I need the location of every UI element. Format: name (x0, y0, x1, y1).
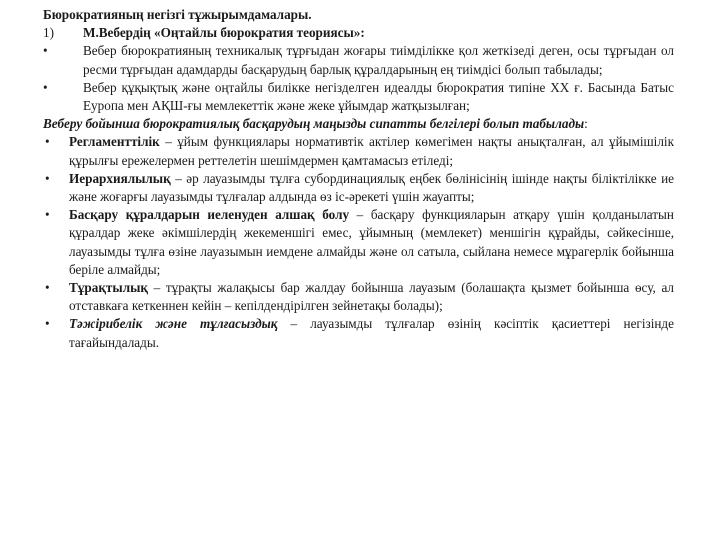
top-bullet-text: Вебер құқықтық және оңтайлы билікке негізделген идеалды бюрократия типіне XX ғ. Басында Батыс Еуропа мен АҚШ-ғы мемлекеттік және жеке ұйымдар жатқызылған; (83, 79, 674, 114)
feature-item (43, 133, 674, 169)
bullet-marker: • (45, 134, 50, 150)
top-bullet-text: Вебер бюрократияның техникалық тұрғыдан жоғары тиімділікке қол жеткізеді деген, осы тұрғыдан ол ресми тұрғыдан адамдарды басқарудың барлық құралдарының ең тиімдісі болып табылады; (83, 43, 674, 77)
section-1 (43, 24, 674, 42)
feature-term: Тәжірибелік және тұлғасыздық (69, 316, 278, 332)
feature-term: Регламенттілік (69, 134, 160, 150)
bullet-marker: • (43, 43, 48, 59)
top-bullet-1 (43, 42, 674, 78)
features-intro-tail: : (584, 116, 588, 132)
document-heading: Бюрократияның негізгі тұжырымдамалары. (43, 7, 312, 22)
feature-item (43, 206, 674, 279)
feature-text: – әр лауазымды тұлға субординациялық еңбек бөлінісінің ішінде нақты біліктілікке ие және жоғарғы лауазымды тұлғалар алдында өз іс-әрекеті үшін жауапты; (69, 170, 674, 205)
feature-item (43, 170, 674, 206)
feature-text: – тұрақты жалақысы бар жалдау бойынша лауазым (болашақта қызмет бойынша өсу, ал отставкаға кеткеннен кейін – кепілдендірілген зейнетақы болады); (69, 280, 674, 314)
bullet-marker: • (45, 170, 50, 186)
feature-term: Иерархиялылық (69, 170, 171, 186)
feature-term: Тұрақтылық (69, 280, 148, 296)
feature-text: – ұйым функциялары нормативтік актілер көмегімен нақты анықталған, ал ұйымішілік құрылғы ережелермен реттелетін шешімдермен қамтамасыз етіледі; (69, 134, 674, 168)
feature-text: – басқару функцияларын атқару үшін қолданылатын құралдар жеке әкімшілердің жекеменшігі емес, ұйымның (мемлекет) меншігін құрайды, сәйкесінше, лауазымды тұлға өзіне лауазымын иемдене алмайды және ол сатыла, сыйлана немесе мұрагерлік бойынша беріле алмайды; (69, 207, 674, 277)
section-title: М.Вебердің «Оңтайлы бюрократия теориясы»: (83, 25, 365, 41)
bullet-marker: • (45, 316, 50, 332)
bullet-marker: • (45, 280, 50, 296)
feature-item (43, 315, 674, 351)
top-bullet-2 (43, 79, 674, 115)
features-intro-emphasis: Веберу бойынша бюрократиялық басқарудың маңызды сипатты белгілері болып табылады (43, 116, 585, 132)
bullet-marker: • (43, 79, 48, 95)
document-page (43, 6, 674, 352)
feature-text: – лауазымды тұлғалар өзінің кәсіптік қасиеттері негізінде тағайындалады. (69, 316, 674, 350)
bullet-marker: • (45, 207, 50, 223)
section-number: 1) (43, 25, 54, 41)
feature-item (43, 279, 674, 315)
feature-term: Басқару құралдарын иеленуден алшақ болу (69, 207, 350, 223)
features-intro (43, 115, 674, 133)
